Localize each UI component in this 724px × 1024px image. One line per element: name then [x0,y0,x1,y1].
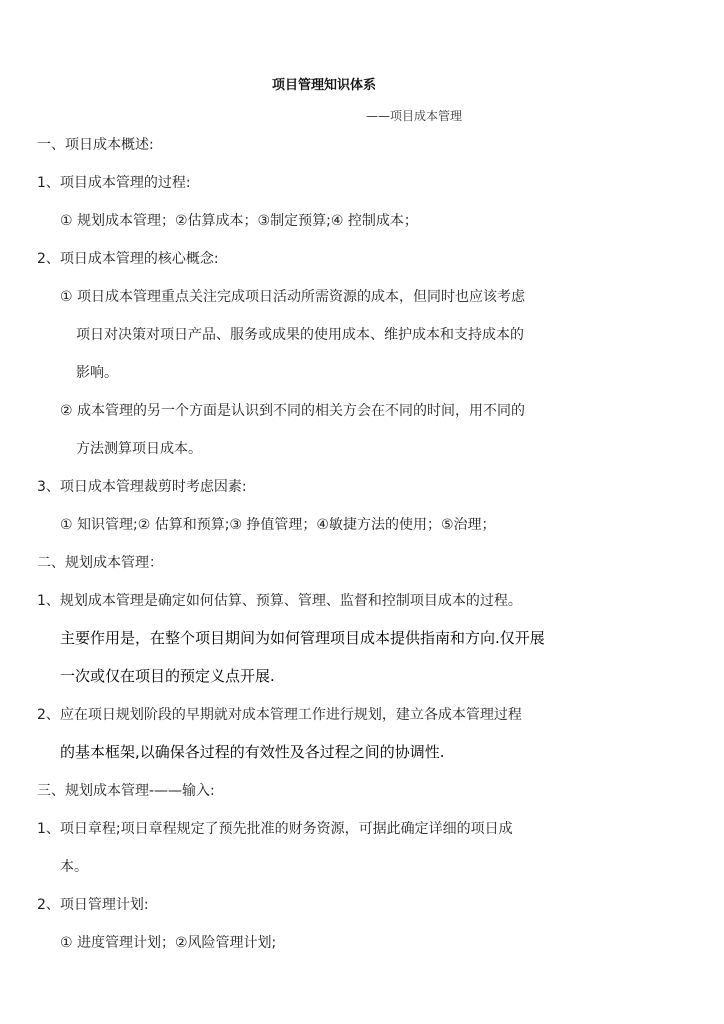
document-title: 项目管理知识体系 [272,78,377,93]
section-heading-inputs: 三、规划成本管理-——输入: [37,783,215,799]
paragraph-line: 主要作用是，在整个项目期间为如何管理项目成本提供指南和方向.仅开展 [60,629,545,647]
paragraph-line: ② 成本管理的另一个方面是认识到不同的相关方会在不同的时间，用不同的 [60,403,525,419]
item-tailoring-list: ① 知识管理;② 估算和预算;③ 挣值管理；④敏捷方法的使用；⑤治理； [60,517,496,533]
paragraph-line: 项日对决策对项日产品、服务或成果的使用成本、维护成本和支持成本的 [76,327,524,343]
paragraph-line: 影响。 [76,365,118,381]
item-core-concepts-heading: 2、项日成本管理的核心概念: [37,251,219,267]
paragraph-line: 一次或仅在项目的预定义点开展. [60,667,275,685]
item-tailoring-heading: 3、项日成本管理裁剪时考虑因素: [37,479,247,495]
paragraph-line: ① 项日成本管理重点关注完成项日活动所需资源的成本，但同时也应该考虑 [60,289,525,305]
paragraph-line: 1、项日章程;项日章程规定了预先批准的财务资源，可据此确定详细的项日成 [37,821,513,837]
section-heading-overview: 一、项日成本概述: [37,137,154,153]
item-plan-heading: 2、项日管理计划: [37,897,149,913]
paragraph-line: 本。 [60,859,88,875]
item-process-heading: 1、项目成本管理的过程: [37,175,191,191]
document-subtitle: ——项目成本管理 [366,109,463,123]
paragraph-line: 1、规划成本管理是确定如何估算、预算、管理、监督和控制项目成本的过程。 [37,593,522,609]
paragraph-line: 2、应在项日规划阶段的早期就对成本管理工作进行规划，建立各成本管理过程 [37,707,522,723]
paragraph-line: 方法测算项日成本。 [76,441,202,457]
paragraph-line: 的基本框架,以确保各过程的有效性及各过程之间的协调性. [60,743,445,761]
section-heading-plan-cost: 二、规划成本管理： [37,555,163,571]
item-process-list: ① 规划成本管理；②估算成本；③制定预算;④ 控制成本； [60,213,418,229]
item-plan-list: ① 进度管理计划；②风险管理计划; [60,935,277,951]
